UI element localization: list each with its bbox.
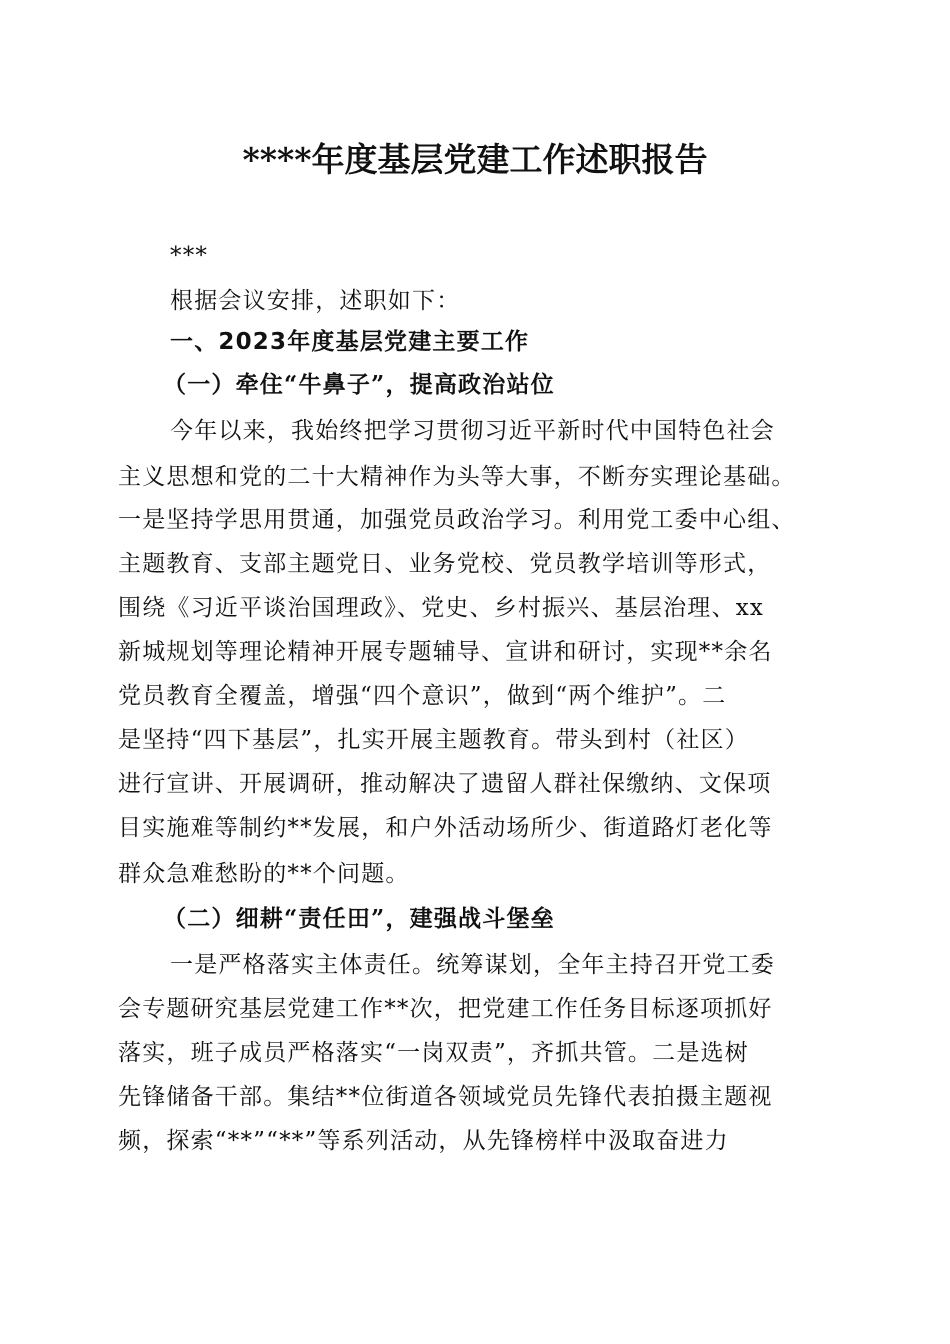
paragraph-line: 进行宣讲、开展调研，推动解决了遗留人群社保缴纳、文保项 bbox=[118, 771, 772, 797]
subsection-heading: （二）细耕“责任田”，建强战斗堡垒 bbox=[163, 905, 555, 932]
paragraph-line: 党员教育全覆盖，增强“四个意识”，做到“两个维护”。二 bbox=[118, 683, 727, 709]
document-title: ****年度基层党建工作述职报告 bbox=[242, 140, 708, 179]
paragraph-line: 频，探索“**”“**”等系列活动，从先锋榜样中汲取奋进力 bbox=[118, 1128, 729, 1154]
paragraph-line: 围绕《习近平谈治国理政》、党史、乡村振兴、基层治理、xx bbox=[118, 595, 765, 621]
paragraph-line: 主题教育、支部主题党日、业务党校、党员教学培训等形式， bbox=[118, 551, 772, 577]
paragraph-line: 新城规划等理论精神开展专题辅导、宣讲和研讨，实现**余名 bbox=[118, 639, 773, 665]
paragraph-line: 主义思想和党的二十大精神作为头等大事，不断夯实理论基础。 bbox=[118, 464, 796, 490]
paragraph-line: 今年以来，我始终把学习贯彻习近平新时代中国特色社会 bbox=[170, 418, 775, 444]
section-heading: 一、2023年度基层党建主要工作 bbox=[170, 329, 530, 355]
paragraph-line: 先锋储备干部。集结**位街道各领域党员先锋代表拍摄主题视 bbox=[118, 1084, 773, 1110]
paragraph-line: 会专题研究基层党建工作**次，把党建工作任务目标逐项抓好 bbox=[118, 996, 773, 1022]
paragraph-line: 一是坚持学思用贯通，加强党员政治学习。利用党工委中心组、 bbox=[118, 507, 796, 533]
paragraph-line: 落实，班子成员严格落实“一岗双责”，齐抓共管。二是选树 bbox=[118, 1040, 749, 1066]
intro-paragraph: 根据会议安排，述职如下： bbox=[170, 288, 461, 314]
subsection-heading: （一）牵住“牛鼻子”，提高政治站位 bbox=[163, 371, 555, 398]
paragraph-line: 是坚持“四下基层”，扎实开展主题教育。带头到村（社区） bbox=[118, 727, 749, 753]
paragraph-line: 目实施难等制约**发展，和户外活动场所少、街道路灯老化等 bbox=[118, 815, 773, 841]
paragraph-line: 一是严格落实主体责任。统筹谋划，全年主持召开党工委 bbox=[170, 952, 775, 978]
paragraph-line: 群众急难愁盼的**个问题。 bbox=[118, 861, 410, 887]
author-line: *** bbox=[170, 243, 209, 269]
